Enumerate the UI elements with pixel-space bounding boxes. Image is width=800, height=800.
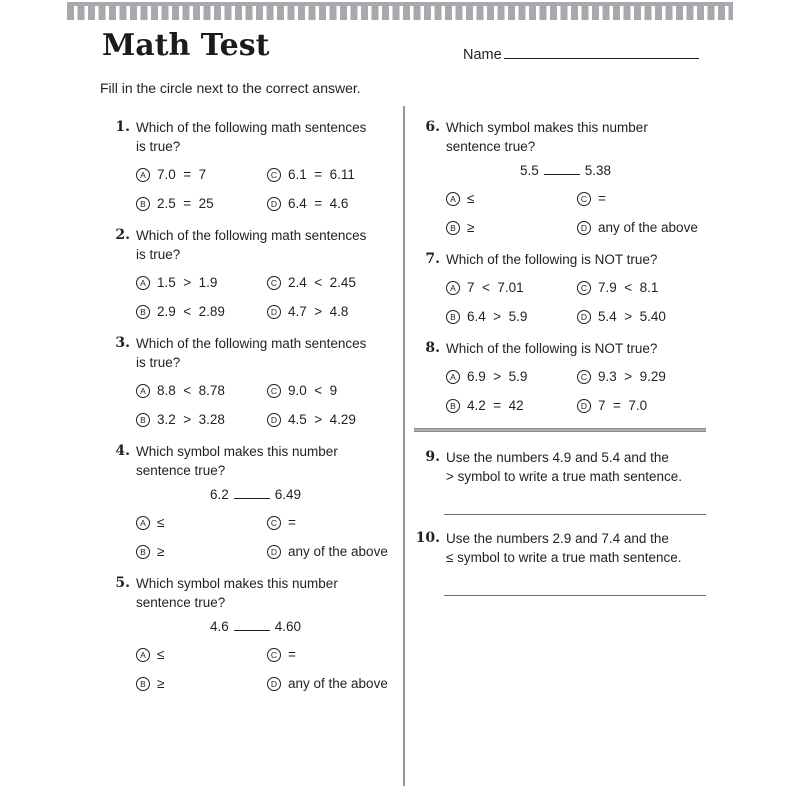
answer-bubble-b: B <box>136 545 150 559</box>
option-text: ≥ <box>157 544 165 559</box>
question-number: 8. <box>425 340 440 356</box>
option-text: = <box>598 191 606 206</box>
answer-bubble-d: D <box>267 545 281 559</box>
question-text: sentence true? <box>136 595 226 610</box>
answer-bubble-a: A <box>136 648 150 662</box>
question-number: 7. <box>425 251 440 267</box>
question-body <box>446 529 706 596</box>
option-text: any of the above <box>288 544 388 559</box>
question-8 <box>414 339 706 414</box>
option-c <box>577 280 706 296</box>
options-grid <box>446 369 706 414</box>
question-body <box>136 574 398 692</box>
option-d <box>267 304 398 320</box>
answer-blank-line <box>444 514 706 515</box>
question-1 <box>106 118 398 212</box>
answer-bubble-a: A <box>136 384 150 398</box>
question-text: Which symbol makes this number <box>446 120 648 135</box>
question-text: Which of the following math sentences <box>136 228 367 243</box>
answer-bubble-d: D <box>577 221 591 235</box>
option-text: 6.9 > 5.9 <box>467 369 528 384</box>
decorative-stripe-border <box>67 2 733 20</box>
name-blank-line <box>504 45 699 59</box>
question-body <box>446 339 706 414</box>
question-7 <box>414 250 706 325</box>
answer-bubble-a: A <box>136 276 150 290</box>
option-d <box>577 309 706 325</box>
options-grid <box>136 167 398 212</box>
option-d <box>267 196 398 212</box>
option-b <box>446 309 577 325</box>
question-text: Which of the following math sentences <box>136 336 367 351</box>
option-text: 2.5 = 25 <box>157 196 214 211</box>
question-9 <box>414 448 706 515</box>
option-text: 7 < 7.01 <box>467 280 524 295</box>
page-title: Math Test <box>102 28 270 63</box>
option-text: ≥ <box>467 220 475 235</box>
answer-bubble-d: D <box>267 677 281 691</box>
question-number: 1. <box>115 119 130 135</box>
option-a <box>136 275 267 291</box>
right-column <box>414 112 706 610</box>
answer-bubble-b: B <box>446 399 460 413</box>
question-number: 4. <box>115 443 130 459</box>
option-text: ≤ <box>467 191 475 206</box>
answer-bubble-d: D <box>267 197 281 211</box>
question-4 <box>106 442 398 560</box>
answer-bubble-d: D <box>267 305 281 319</box>
option-text: 9.3 > 9.29 <box>598 369 666 384</box>
number-sentence <box>210 617 398 636</box>
option-text: 2.4 < 2.45 <box>288 275 356 290</box>
answer-bubble-b: B <box>136 305 150 319</box>
option-text: ≤ <box>157 515 165 530</box>
question-text: ≤ symbol to write a true math sentence. <box>446 550 682 565</box>
option-c <box>267 515 398 531</box>
option-text: any of the above <box>598 220 698 235</box>
question-text: is true? <box>136 139 181 154</box>
option-text: 7.0 = 7 <box>157 167 207 182</box>
option-text: = <box>288 647 296 662</box>
option-d <box>267 544 398 560</box>
sentence-left: 6.2 <box>210 487 229 502</box>
option-d <box>267 412 398 428</box>
option-text: = <box>288 515 296 530</box>
question-body <box>136 226 398 320</box>
question-number: 5. <box>115 575 130 591</box>
sentence-right: 4.60 <box>274 619 302 634</box>
sentence-right: 5.38 <box>584 163 612 178</box>
answer-bubble-a: A <box>446 192 460 206</box>
option-text: 6.1 = 6.11 <box>288 167 355 182</box>
option-a <box>136 515 267 531</box>
answer-bubble-b: B <box>136 677 150 691</box>
sentence-right: 6.49 <box>274 487 302 502</box>
option-text: ≤ <box>157 647 165 662</box>
question-text: sentence true? <box>136 463 226 478</box>
option-c <box>577 191 706 207</box>
answer-bubble-c: C <box>267 384 281 398</box>
question-text: Use the numbers 2.9 and 7.4 and the <box>446 531 669 546</box>
option-a <box>136 167 267 183</box>
question-text: Which of the following is NOT true? <box>446 252 658 267</box>
question-body <box>136 334 398 428</box>
answer-bubble-a: A <box>446 370 460 384</box>
answer-bubble-b: B <box>136 413 150 427</box>
option-text: 1.5 > 1.9 <box>157 275 218 290</box>
question-text: Which symbol makes this number <box>136 444 338 459</box>
answer-bubble-c: C <box>267 648 281 662</box>
answer-bubble-d: D <box>577 399 591 413</box>
name-field <box>463 45 699 63</box>
question-text: > symbol to write a true math sentence. <box>446 469 682 484</box>
answer-bubble-c: C <box>577 281 591 295</box>
question-text: Which of the following math sentences <box>136 120 367 135</box>
option-c <box>267 383 398 399</box>
option-d <box>577 398 706 414</box>
options-grid <box>136 275 398 320</box>
answer-bubble-c: C <box>267 168 281 182</box>
question-6 <box>414 118 706 236</box>
question-number: 6. <box>425 119 440 135</box>
option-text: 7.9 < 8.1 <box>598 280 659 295</box>
option-b <box>136 412 267 428</box>
option-c <box>267 275 398 291</box>
column-divider <box>403 106 405 786</box>
question-number: 2. <box>115 227 130 243</box>
answer-bubble-a: A <box>136 168 150 182</box>
section-divider <box>414 428 706 432</box>
answer-bubble-b: B <box>446 310 460 324</box>
question-text: Use the numbers 4.9 and 5.4 and the <box>446 450 669 465</box>
option-a <box>136 383 267 399</box>
option-b <box>136 304 267 320</box>
question-body <box>446 250 706 325</box>
answer-bubble-c: C <box>267 516 281 530</box>
option-text: any of the above <box>288 676 388 691</box>
question-3 <box>106 334 398 428</box>
option-a <box>446 369 577 385</box>
number-sentence <box>210 485 398 504</box>
options-grid <box>136 647 398 692</box>
question-text: is true? <box>136 247 181 262</box>
option-b <box>136 544 267 560</box>
sentence-left: 5.5 <box>520 163 539 178</box>
option-d <box>577 220 706 236</box>
answer-bubble-a: A <box>446 281 460 295</box>
question-body <box>136 442 398 560</box>
sentence-blank <box>234 618 270 631</box>
question-number: 10. <box>415 530 440 546</box>
option-text: 3.2 > 3.28 <box>157 412 225 427</box>
option-text: 9.0 < 9 <box>288 383 338 398</box>
options-grid <box>136 515 398 560</box>
option-text: 6.4 = 4.6 <box>288 196 349 211</box>
option-text: 8.8 < 8.78 <box>157 383 225 398</box>
option-a <box>446 280 577 296</box>
option-text: 4.2 = 42 <box>467 398 524 413</box>
answer-bubble-b: B <box>446 221 460 235</box>
answer-blank-line <box>444 595 706 596</box>
question-10 <box>414 529 706 596</box>
answer-bubble-c: C <box>577 192 591 206</box>
question-text: is true? <box>136 355 181 370</box>
option-b <box>446 398 577 414</box>
question-5 <box>106 574 398 692</box>
left-column <box>106 112 398 706</box>
option-text: 4.7 > 4.8 <box>288 304 349 319</box>
name-label: Name <box>463 47 502 63</box>
question-text: sentence true? <box>446 139 536 154</box>
question-text: Which of the following is NOT true? <box>446 341 658 356</box>
option-b <box>136 676 267 692</box>
question-body <box>136 118 398 212</box>
answer-bubble-d: D <box>267 413 281 427</box>
option-d <box>267 676 398 692</box>
answer-bubble-b: B <box>136 197 150 211</box>
question-body <box>446 118 706 236</box>
answer-bubble-a: A <box>136 516 150 530</box>
question-text: Which symbol makes this number <box>136 576 338 591</box>
option-text: 2.9 < 2.89 <box>157 304 225 319</box>
question-number: 9. <box>425 449 440 465</box>
number-sentence <box>520 161 706 180</box>
sentence-blank <box>234 486 270 499</box>
option-a <box>136 647 267 663</box>
answer-bubble-d: D <box>577 310 591 324</box>
option-c <box>577 369 706 385</box>
option-text: ≥ <box>157 676 165 691</box>
option-a <box>446 191 577 207</box>
option-c <box>267 167 398 183</box>
options-grid <box>446 191 706 236</box>
sentence-blank <box>544 162 580 175</box>
option-text: 6.4 > 5.9 <box>467 309 528 324</box>
option-b <box>136 196 267 212</box>
options-grid <box>446 280 706 325</box>
option-c <box>267 647 398 663</box>
instructions: Fill in the circle next to the correct answer. <box>100 80 361 96</box>
answer-bubble-c: C <box>267 276 281 290</box>
answer-bubble-c: C <box>577 370 591 384</box>
option-text: 7 = 7.0 <box>598 398 648 413</box>
question-2 <box>106 226 398 320</box>
option-text: 4.5 > 4.29 <box>288 412 356 427</box>
question-body <box>446 448 706 515</box>
question-number: 3. <box>115 335 130 351</box>
options-grid <box>136 383 398 428</box>
option-text: 5.4 > 5.40 <box>598 309 666 324</box>
option-b <box>446 220 577 236</box>
sentence-left: 4.6 <box>210 619 229 634</box>
